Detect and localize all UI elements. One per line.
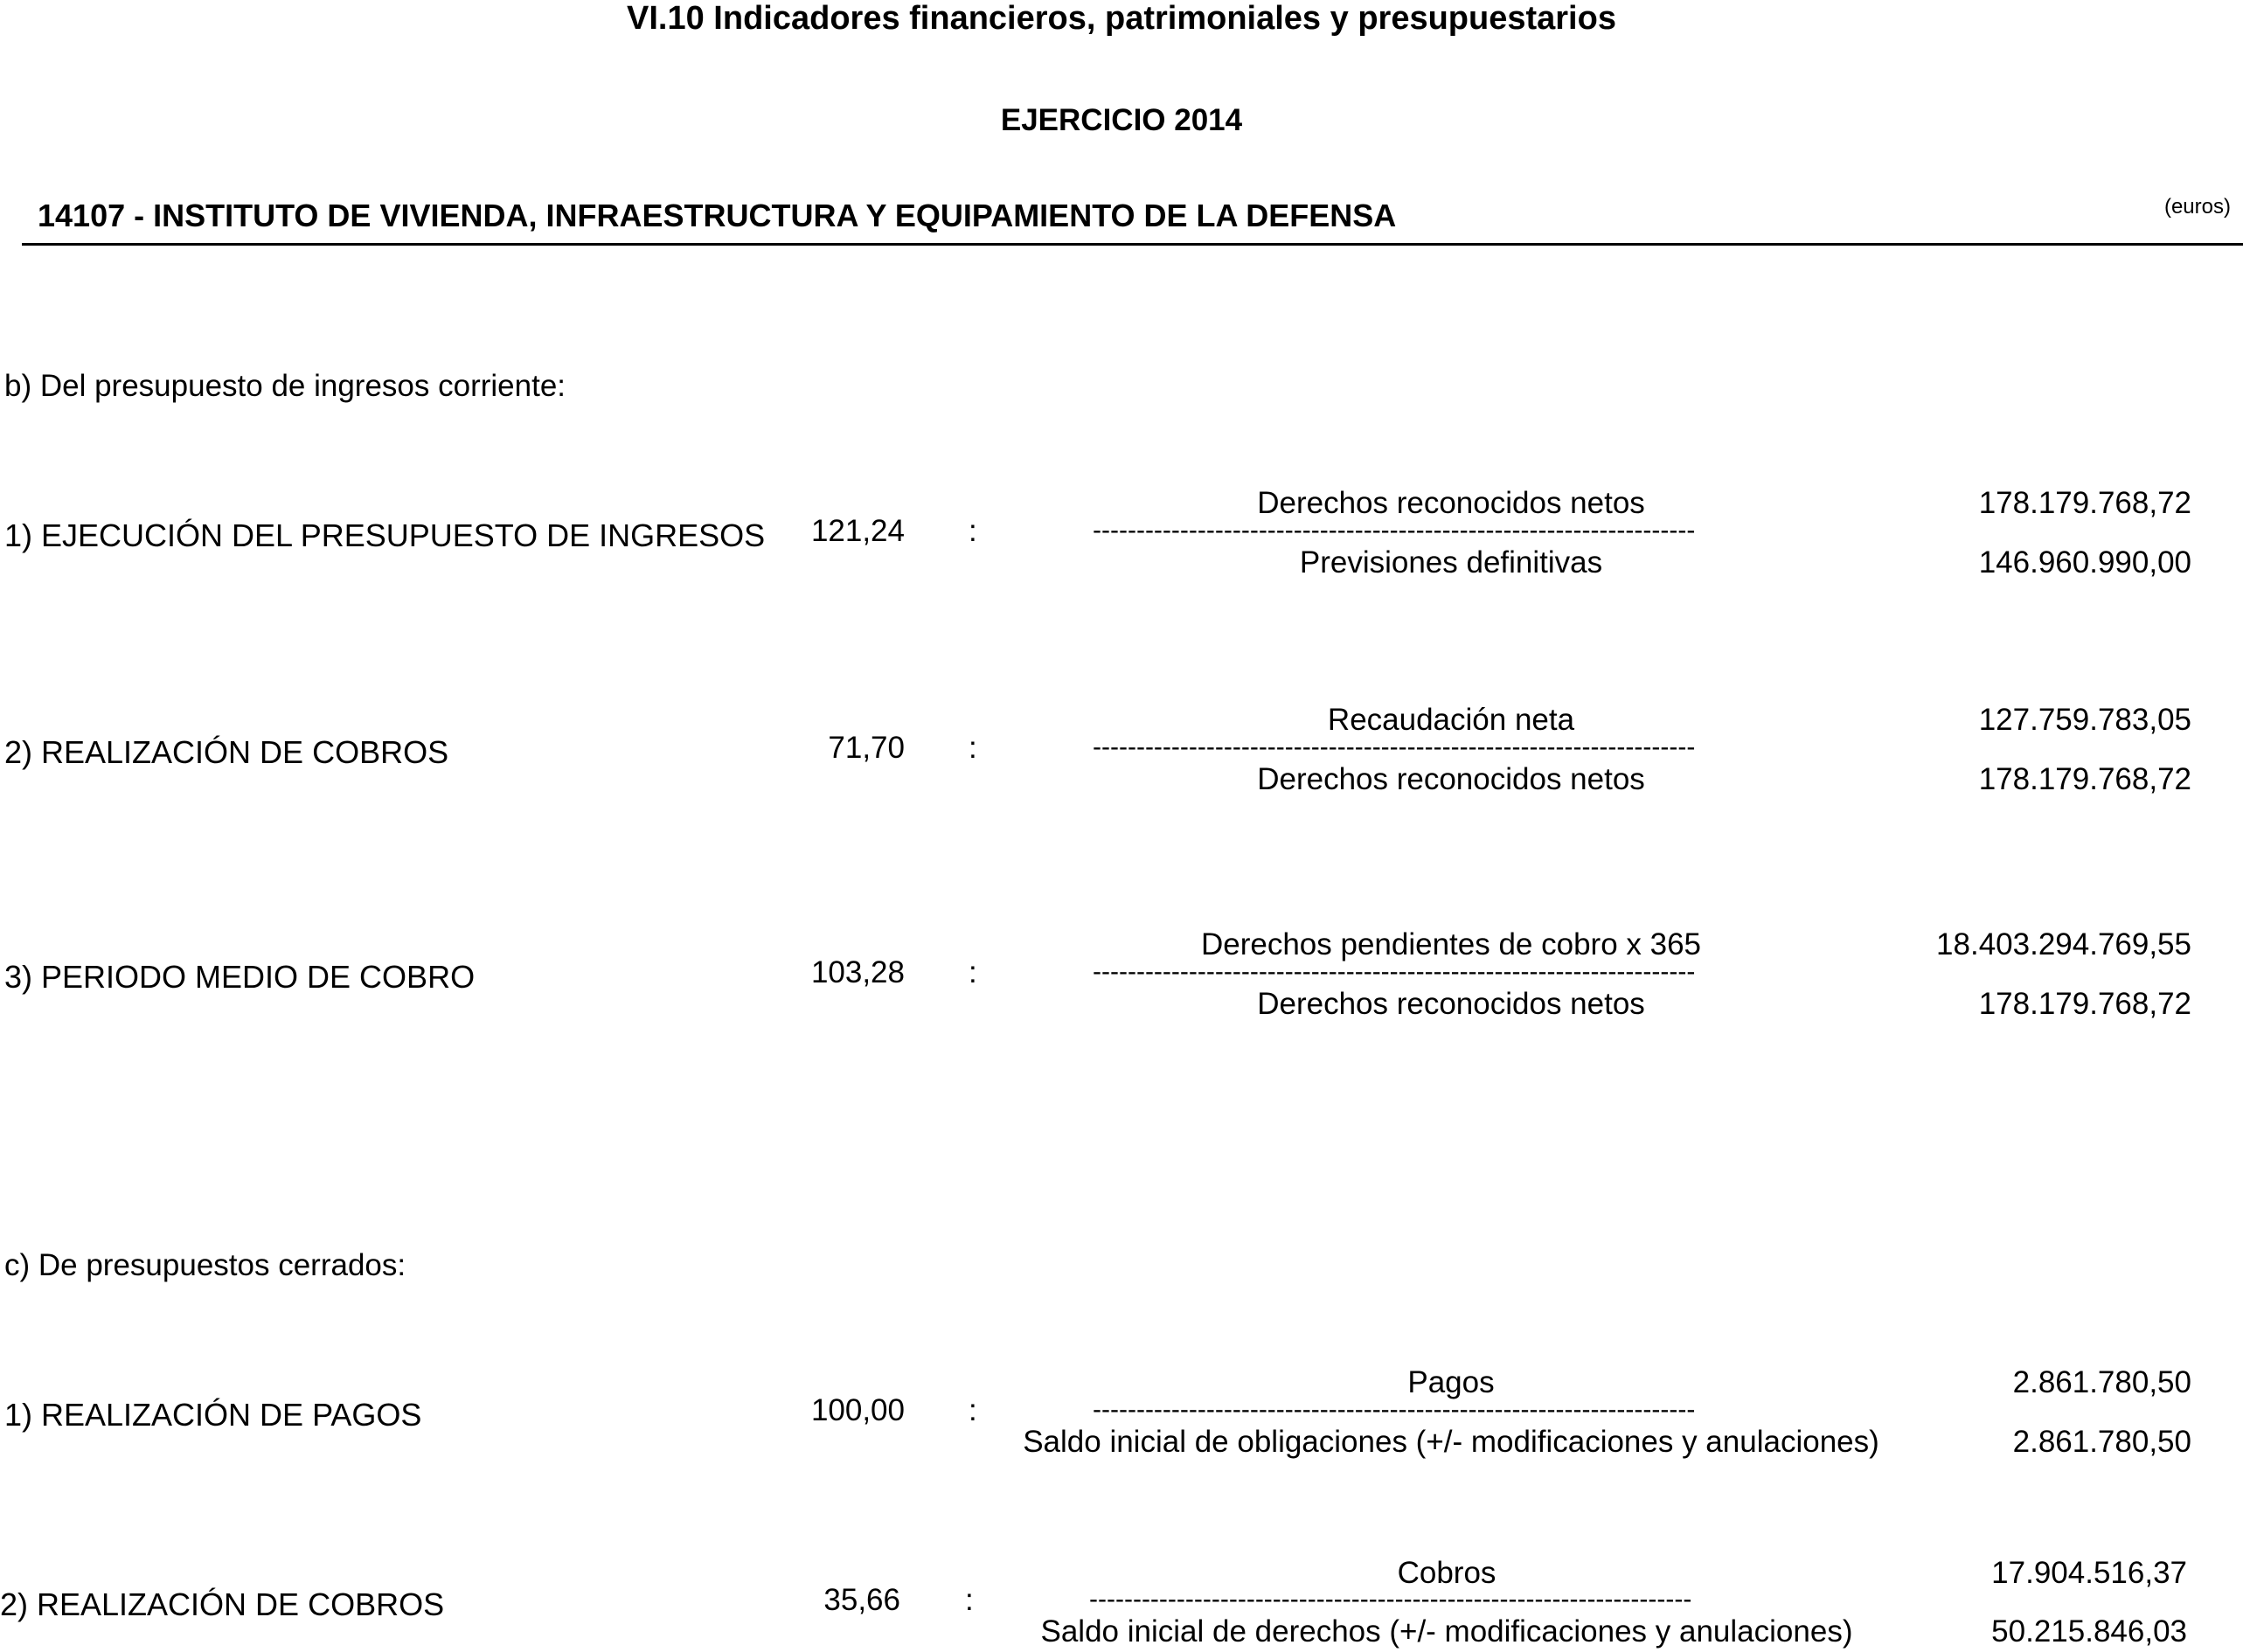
- numerator-label: Derechos pendientes de cobro x 365: [1200, 927, 1702, 961]
- denominator-label: Derechos reconocidos netos: [1257, 987, 1645, 1021]
- numerator-label: Cobros: [1397, 1556, 1496, 1590]
- section-c-heading: c) De presupuestos cerrados:: [4, 1248, 406, 1282]
- numerator-label: Recaudación neta: [1327, 703, 1575, 737]
- fraction-divider: ---------------------------------------------------------------------: [1093, 516, 1696, 545]
- fraction-divider: ---------------------------------------------------------------------: [1093, 732, 1696, 761]
- indicator-value: 103,28: [810, 955, 905, 989]
- denominator-label: Previsiones definitivas: [1299, 545, 1603, 580]
- indicator-colon: :: [969, 731, 977, 765]
- denominator-amount: 50.215.846,03: [1991, 1614, 2187, 1649]
- exercise-year: EJERCICIO 2014: [1000, 103, 1243, 137]
- fraction-divider: ---------------------------------------------------------------------: [1093, 1395, 1696, 1424]
- denominator-label: Saldo inicial de derechos (+/- modificaciones y anulaciones): [1040, 1614, 1853, 1649]
- denominator-label: Derechos reconocidos netos: [1257, 762, 1645, 796]
- numerator-label: Pagos: [1407, 1365, 1495, 1399]
- indicator-label: 1) REALIZACIÓN DE PAGOS: [4, 1397, 422, 1433]
- denominator-amount: 178.179.768,72: [1978, 987, 2191, 1021]
- indicator-label: 1) EJECUCIÓN DEL PRESUPUESTO DE INGRESOS: [4, 517, 766, 553]
- numerator-amount: 17.904.516,37: [1991, 1556, 2187, 1590]
- page-title: VI.10 Indicadores financieros, patrimoniales y presupuestarios: [627, 0, 1616, 37]
- denominator-amount: 178.179.768,72: [1978, 762, 2191, 796]
- indicator-colon: :: [969, 1393, 977, 1427]
- indicator-label: 2) REALIZACIÓN DE COBROS: [0, 1586, 445, 1622]
- entity-name: 14107 - INSTITUTO DE VIVIENDA, INFRAESTRUCTURA Y EQUIPAMIENTO DE LA DEFENSA: [38, 198, 1397, 233]
- indicator-value: 121,24: [810, 514, 905, 548]
- indicator-value: 71,70: [828, 731, 905, 765]
- units-label: (euros): [2163, 195, 2231, 219]
- indicator-colon: :: [965, 1583, 974, 1617]
- denominator-amount: 2.861.780,50: [2012, 1425, 2191, 1459]
- numerator-amount: 2.861.780,50: [2012, 1365, 2191, 1399]
- denominator-label: Saldo inicial de obligaciones (+/- modificaciones y anulaciones): [1023, 1425, 1879, 1459]
- section-b-heading: b) Del presupuesto de ingresos corriente:: [4, 369, 566, 403]
- denominator-amount: 146.960.990,00: [1978, 545, 2191, 580]
- indicator-value: 100,00: [810, 1393, 905, 1427]
- indicator-label: 2) REALIZACIÓN DE COBROS: [4, 734, 449, 770]
- indicator-label: 3) PERIODO MEDIO DE COBRO: [4, 959, 476, 995]
- fraction-divider: ---------------------------------------------------------------------: [1089, 1585, 1692, 1614]
- header-divider: [22, 243, 2243, 246]
- fraction-divider: ---------------------------------------------------------------------: [1093, 957, 1696, 986]
- indicator-value: 35,66: [823, 1583, 900, 1617]
- numerator-amount: 178.179.768,72: [1978, 486, 2191, 520]
- indicator-colon: :: [969, 514, 977, 548]
- numerator-amount: 18.403.294.769,55: [1936, 927, 2191, 961]
- indicator-colon: :: [969, 955, 977, 989]
- numerator-label: Derechos reconocidos netos: [1257, 486, 1645, 520]
- numerator-amount: 127.759.783,05: [1978, 703, 2191, 737]
